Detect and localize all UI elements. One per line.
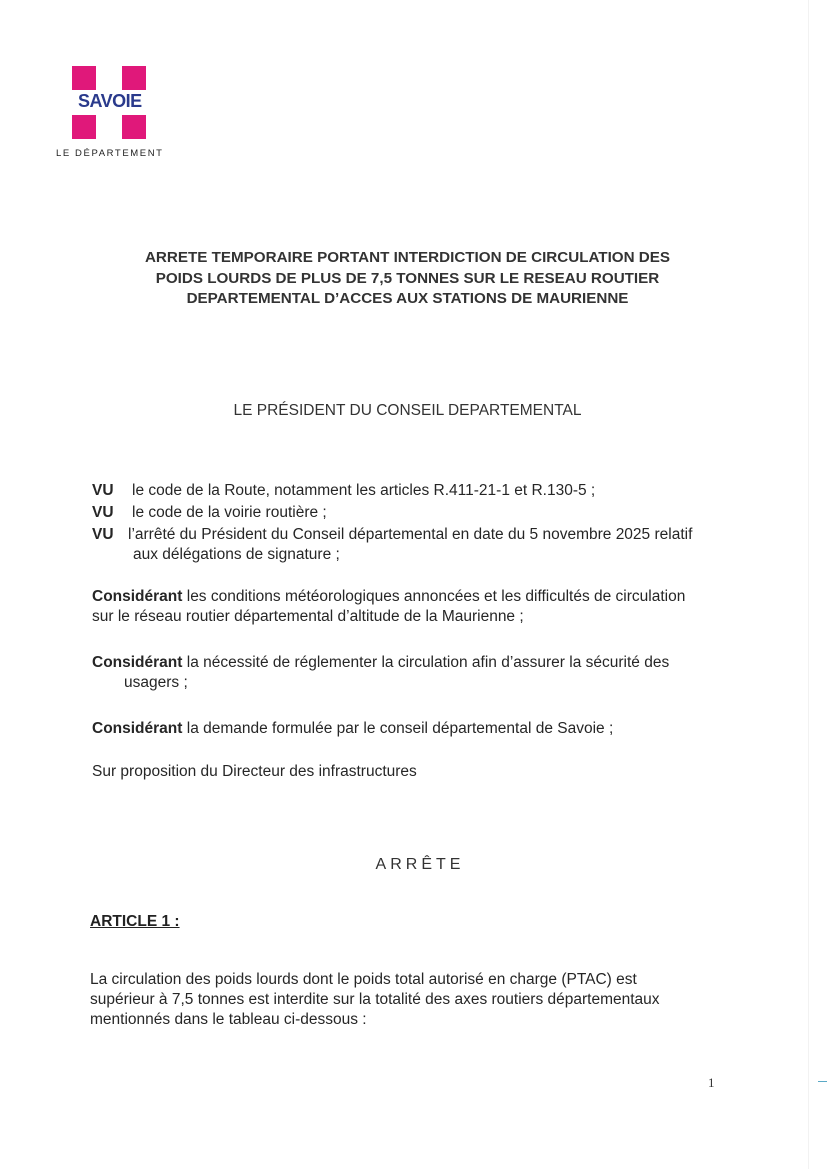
- savoie-logo: [56, 64, 166, 164]
- considerant-text: la nécessité de réglementer la circulation afin d’assurer la sécurité des: [182, 654, 670, 671]
- proposition-text: Sur proposition du Directeur des infrastructures: [92, 763, 417, 780]
- considerant-text-continued: sur le réseau routier départemental d’altitude de la Maurienne ;: [92, 608, 524, 625]
- logo-square-top-left: [72, 66, 96, 90]
- title-line: DEPARTEMENTAL D’ACCES AUX STATIONS DE MAURIENNE: [186, 290, 629, 307]
- logo-square-top-right: [122, 66, 146, 90]
- vu-text: l’arrêté du Président du Conseil départemental en date du 5 novembre 2025 relatif: [128, 526, 693, 543]
- document-title: [90, 248, 725, 310]
- logo-square-bottom-right: [122, 115, 146, 139]
- vu-label: VU: [92, 526, 114, 543]
- considerant-item: [92, 587, 722, 627]
- article-1-heading: ARTICLE 1 :: [90, 913, 180, 930]
- page-number: 1: [708, 1075, 715, 1090]
- considerant-text: la demande formulée par le conseil départemental de Savoie ;: [182, 720, 614, 737]
- article-1-line: supérieur à 7,5 tonnes est interdite sur la totalité des axes routiers départementaux: [90, 991, 660, 1008]
- vu-label: VU: [92, 504, 114, 521]
- vu-label: VU: [92, 482, 114, 499]
- vu-text: le code de la voirie routière ;: [132, 504, 327, 521]
- article-1-body: [90, 970, 720, 1030]
- vu-continuation-text: aux délégations de signature ;: [133, 546, 340, 563]
- considerant-label: Considérant: [92, 720, 183, 737]
- scan-edge-mark: [818, 1081, 827, 1082]
- considerant-item: [92, 719, 722, 739]
- president-heading: LE PRÉSIDENT DU CONSEIL DEPARTEMENTAL: [233, 402, 582, 419]
- logo-brand-text: SAVOIE: [78, 91, 142, 111]
- title-line: POIDS LOURDS DE PLUS DE 7,5 TONNES SUR LE RESEAU ROUTIER: [155, 269, 660, 287]
- vu-text: le code de la Route, notamment les articles R.411-21-1 et R.130-5 ;: [132, 482, 596, 499]
- considerant-label: Considérant: [92, 654, 183, 671]
- considerant-text-continued: usagers ;: [124, 674, 188, 691]
- logo-square-bottom-left: [72, 115, 96, 139]
- scan-edge: [808, 0, 809, 1169]
- considerant-item: [92, 653, 722, 693]
- logo-subtitle: LE DÉPARTEMENT: [56, 148, 164, 159]
- article-1-line: La circulation des poids lourds dont le poids total autorisé en charge (PTAC) est: [90, 971, 637, 988]
- arrete-heading: ARRÊTE: [375, 856, 465, 873]
- considerant-text: les conditions météorologiques annoncées et les difficultés de circulation: [182, 588, 686, 605]
- title-line: ARRETE TEMPORAIRE PORTANT INTERDICTION DE CIRCULATION DES: [144, 249, 671, 266]
- considerant-label: Considérant: [92, 588, 183, 605]
- article-1-line: mentionnés dans le tableau ci-dessous :: [90, 1011, 367, 1028]
